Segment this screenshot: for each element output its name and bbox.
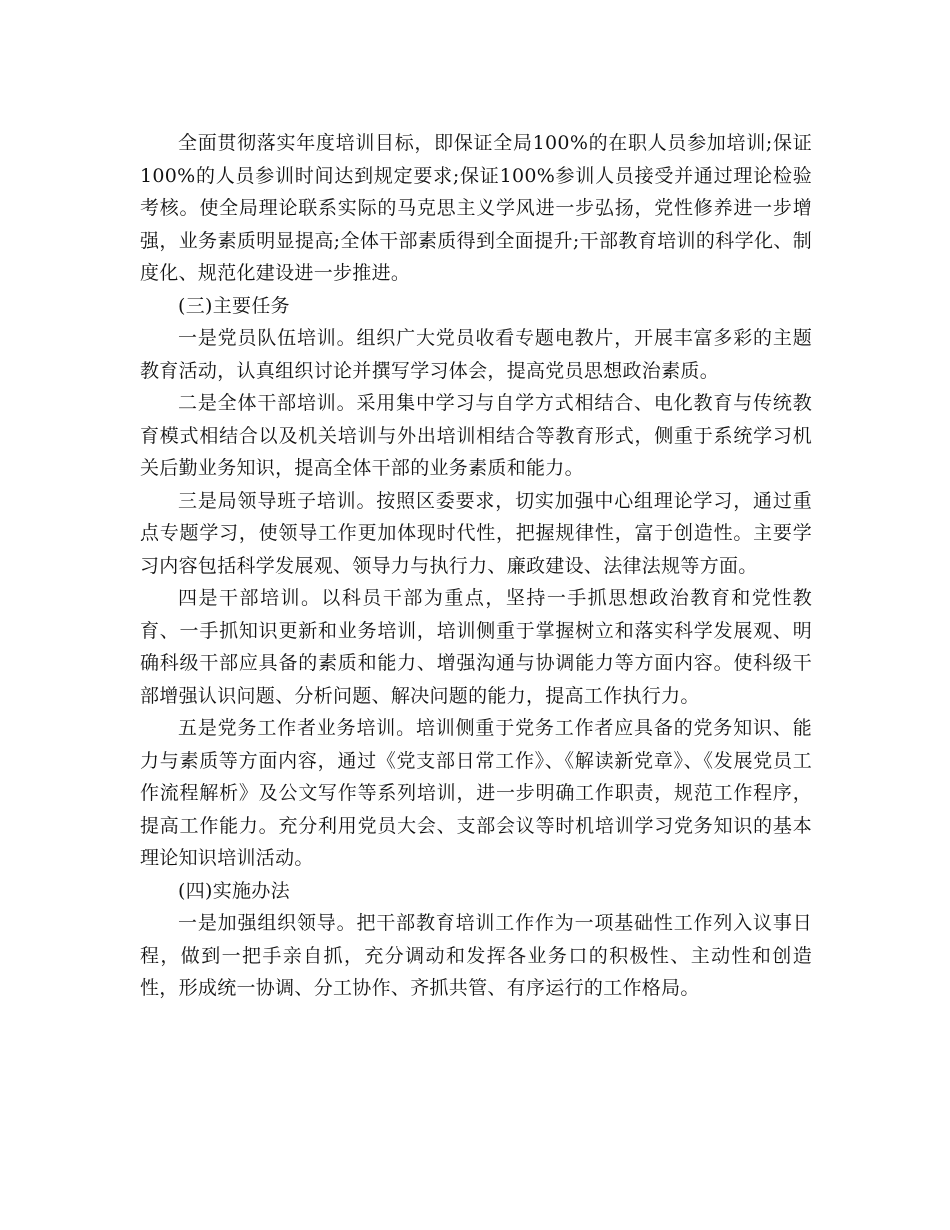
paragraph-cadre-training: 四是干部培训。以科员干部为重点，坚持一手抓思想政治教育和党性教育、一手抓知识更新和业务培训，培训侧重于掌握树立和落实科学发展观、明确科级干部应具备的素质和能力、增强沟通与协调能力等方面内容。使科级干部增强认识问题、分析问题、解决问题的能力，提高工作执行力。 (140, 587, 812, 707)
document-body (140, 127, 812, 1005)
paragraph-training-goals: 全面贯彻落实年度培训目标，即保证全局100%的在职人员参加培训;保证100%的人员参训时间达到规定要求;保证100%参训人员接受并通过理论检验考核。使全局理论联系实际的马克思主义学风进一步弘扬，党性修养进一步增强，业务素质明显提高;全体干部素质得到全面提升;干部教育培训的科学化、制度化、规范化建设进一步推进。 (140, 132, 812, 284)
paragraph-organizational-leadership: 一是加强组织领导。把干部教育培训工作作为一项基础性工作列入议事日程，做到一把手亲自抓，充分调动和发挥各业务口的积极性、主动性和创造性，形成统一协调、分工协作、齐抓共管、有序运行的工作格局。 (140, 912, 812, 999)
paragraph-party-affairs-training: 五是党务工作者业务培训。培训侧重于党务工作者应具备的党务知识、能力与素质等方面内容，通过《党支部日常工作》、《解读新党章》、《发展党员工作流程解析》及公文写作等系列培训，进一步明确工作职责，规范工作程序，提高工作能力。充分利用党员大会、支部会议等时机培训学习党务知识的基本理论知识培训活动。 (140, 717, 812, 869)
section-heading-main-tasks: (三)主要任务 (178, 294, 290, 317)
section-heading-implementation: (四)实施办法 (178, 879, 290, 902)
paragraph-party-member-training: 一是党员队伍培训。组织广大党员收看专题电教片，开展丰富多彩的主题教育活动，认真组织讨论并撰写学习体会，提高党员思想政治素质。 (140, 327, 812, 382)
paragraph-all-cadre-training: 二是全体干部培训。采用集中学习与自学方式相结合、电化教育与传统教育模式相结合以及机关培训与外出培训相结合等教育形式，侧重于系统学习机关后勤业务知识，提高全体干部的业务素质和能力。 (140, 392, 812, 479)
paragraph-leadership-training: 三是局领导班子培训。按照区委要求，切实加强中心组理论学习，通过重点专题学习，使领导工作更加体现时代性，把握规律性，富于创造性。主要学习内容包括科学发展观、领导力与执行力、廉政建设、法律法规等方面。 (140, 489, 812, 577)
